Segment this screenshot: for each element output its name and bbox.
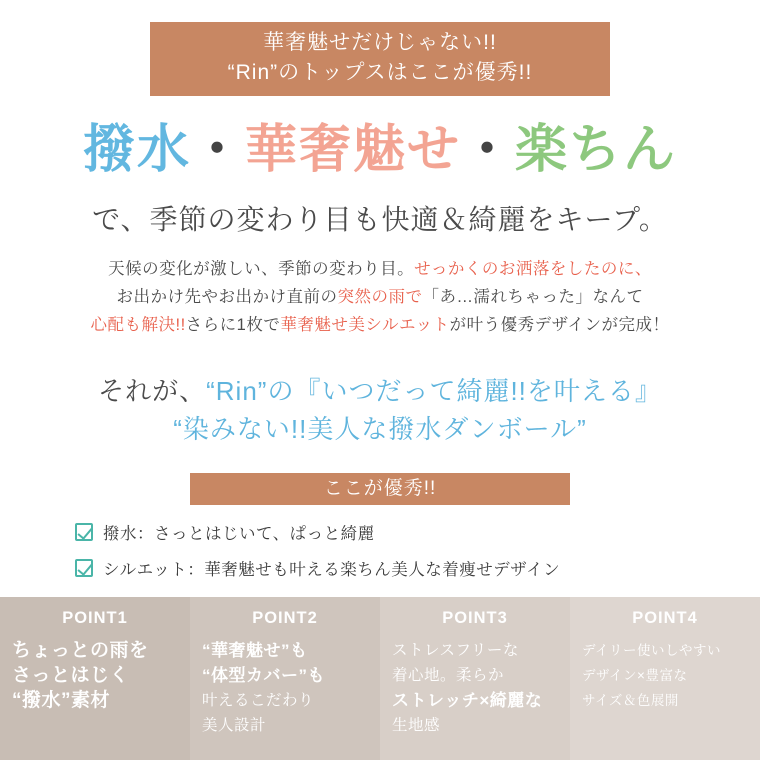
point-title: POINT3 — [442, 609, 508, 627]
headline-word-2: 華奢魅せ — [244, 121, 461, 179]
checklist-item-label: 撥水：さっとはじいて、ぱっと綺麗 — [103, 525, 375, 543]
paragraph-line-3-c: 華奢魅せ美シルエット — [280, 316, 450, 334]
point-line: ちょっとの雨を — [12, 640, 149, 661]
paragraph-line-2-b: 突然の雨で — [337, 288, 423, 306]
paragraph-line-3-a: 心配も解決!! — [90, 316, 186, 334]
blue-statement — [0, 372, 760, 448]
point-body — [12, 638, 178, 713]
banner-line-1: 華奢魅せだけじゃない!! — [263, 31, 497, 54]
main-headline — [0, 118, 760, 182]
point-line: サイズ＆色展開 — [582, 693, 679, 708]
statement-line-1-blue: “Rin”の — [206, 376, 295, 406]
point-line: ストレッチ×綺麗な — [392, 691, 543, 710]
checklist — [75, 520, 695, 592]
point-line: “華奢魅せ”も — [202, 641, 308, 660]
paragraph-line-2-a: お出かけ先やお出かけ直前の — [116, 288, 338, 306]
intro-paragraph — [0, 255, 760, 339]
highlight-bar: ここが優秀!! — [190, 473, 570, 505]
point-line: 生地感 — [392, 717, 441, 734]
point-title: POINT1 — [62, 609, 128, 627]
point-body — [202, 638, 368, 738]
banner-line-2: “Rin”のトップスはここが優秀!! — [227, 61, 533, 84]
headline-dot-2: ・ — [461, 121, 516, 179]
paragraph-line-3 — [0, 311, 760, 339]
point-line: “撥水”素材 — [12, 690, 111, 711]
point-card-4 — [570, 597, 760, 760]
checkbox-checked-icon — [75, 523, 93, 541]
headline-word-3: 楽ちん — [515, 121, 678, 179]
statement-line-1-rest: 『いつだって綺麗!!を叶える』 — [294, 376, 662, 406]
list-item — [75, 520, 695, 544]
statement-line-2: “染みない!!美人な撥水ダンボール” — [173, 414, 587, 444]
point-line: 着心地。柔らか — [392, 667, 505, 684]
list-item — [75, 556, 695, 580]
headline-dot-1: ・ — [190, 121, 245, 179]
checklist-item-label: シルエット：華奢魅せも叶える楽ちん美人な着痩せデザイン — [103, 561, 561, 579]
paragraph-line-3-d: が叶う優秀デザインが完成！ — [449, 316, 670, 334]
paragraph-line-1 — [0, 255, 760, 283]
point-card-2 — [190, 597, 380, 760]
paragraph-line-1-b: せっかくのお洒落をしたのに、 — [414, 260, 652, 278]
point-body — [392, 638, 558, 738]
headline-subline: で、季節の変わり目も快適＆綺麗をキープ。 — [92, 204, 668, 235]
headline-word-1: 撥水 — [82, 121, 191, 179]
point-line: 叶えるこだわり — [202, 692, 315, 709]
top-banner — [150, 22, 610, 96]
point-line: “体型カバー”も — [202, 666, 325, 685]
point-line: 美人設計 — [202, 717, 267, 734]
point-body — [582, 638, 748, 713]
point-line: ストレスフリーな — [392, 642, 519, 659]
statement-line-1 — [0, 372, 760, 410]
paragraph-line-2 — [0, 283, 760, 311]
point-line: デイリー使いしやすい — [582, 643, 722, 658]
paragraph-line-1-a: 天候の変化が激しい、季節の変わり目。 — [108, 260, 415, 278]
point-card-1 — [0, 597, 190, 760]
paragraph-line-3-b: さらに1枚で — [185, 316, 281, 334]
statement-line-1-dark: それが、 — [98, 376, 207, 406]
point-line: さっとはじく — [12, 665, 130, 686]
point-title: POINT4 — [632, 609, 698, 627]
point-title: POINT2 — [252, 609, 318, 627]
paragraph-line-2-c: 「あ…濡れちゃった」なんて — [422, 288, 644, 306]
checkbox-checked-icon — [75, 559, 93, 577]
point-card-3 — [380, 597, 570, 760]
point-line: デザイン×豊富な — [582, 668, 688, 683]
point-columns — [0, 597, 760, 760]
